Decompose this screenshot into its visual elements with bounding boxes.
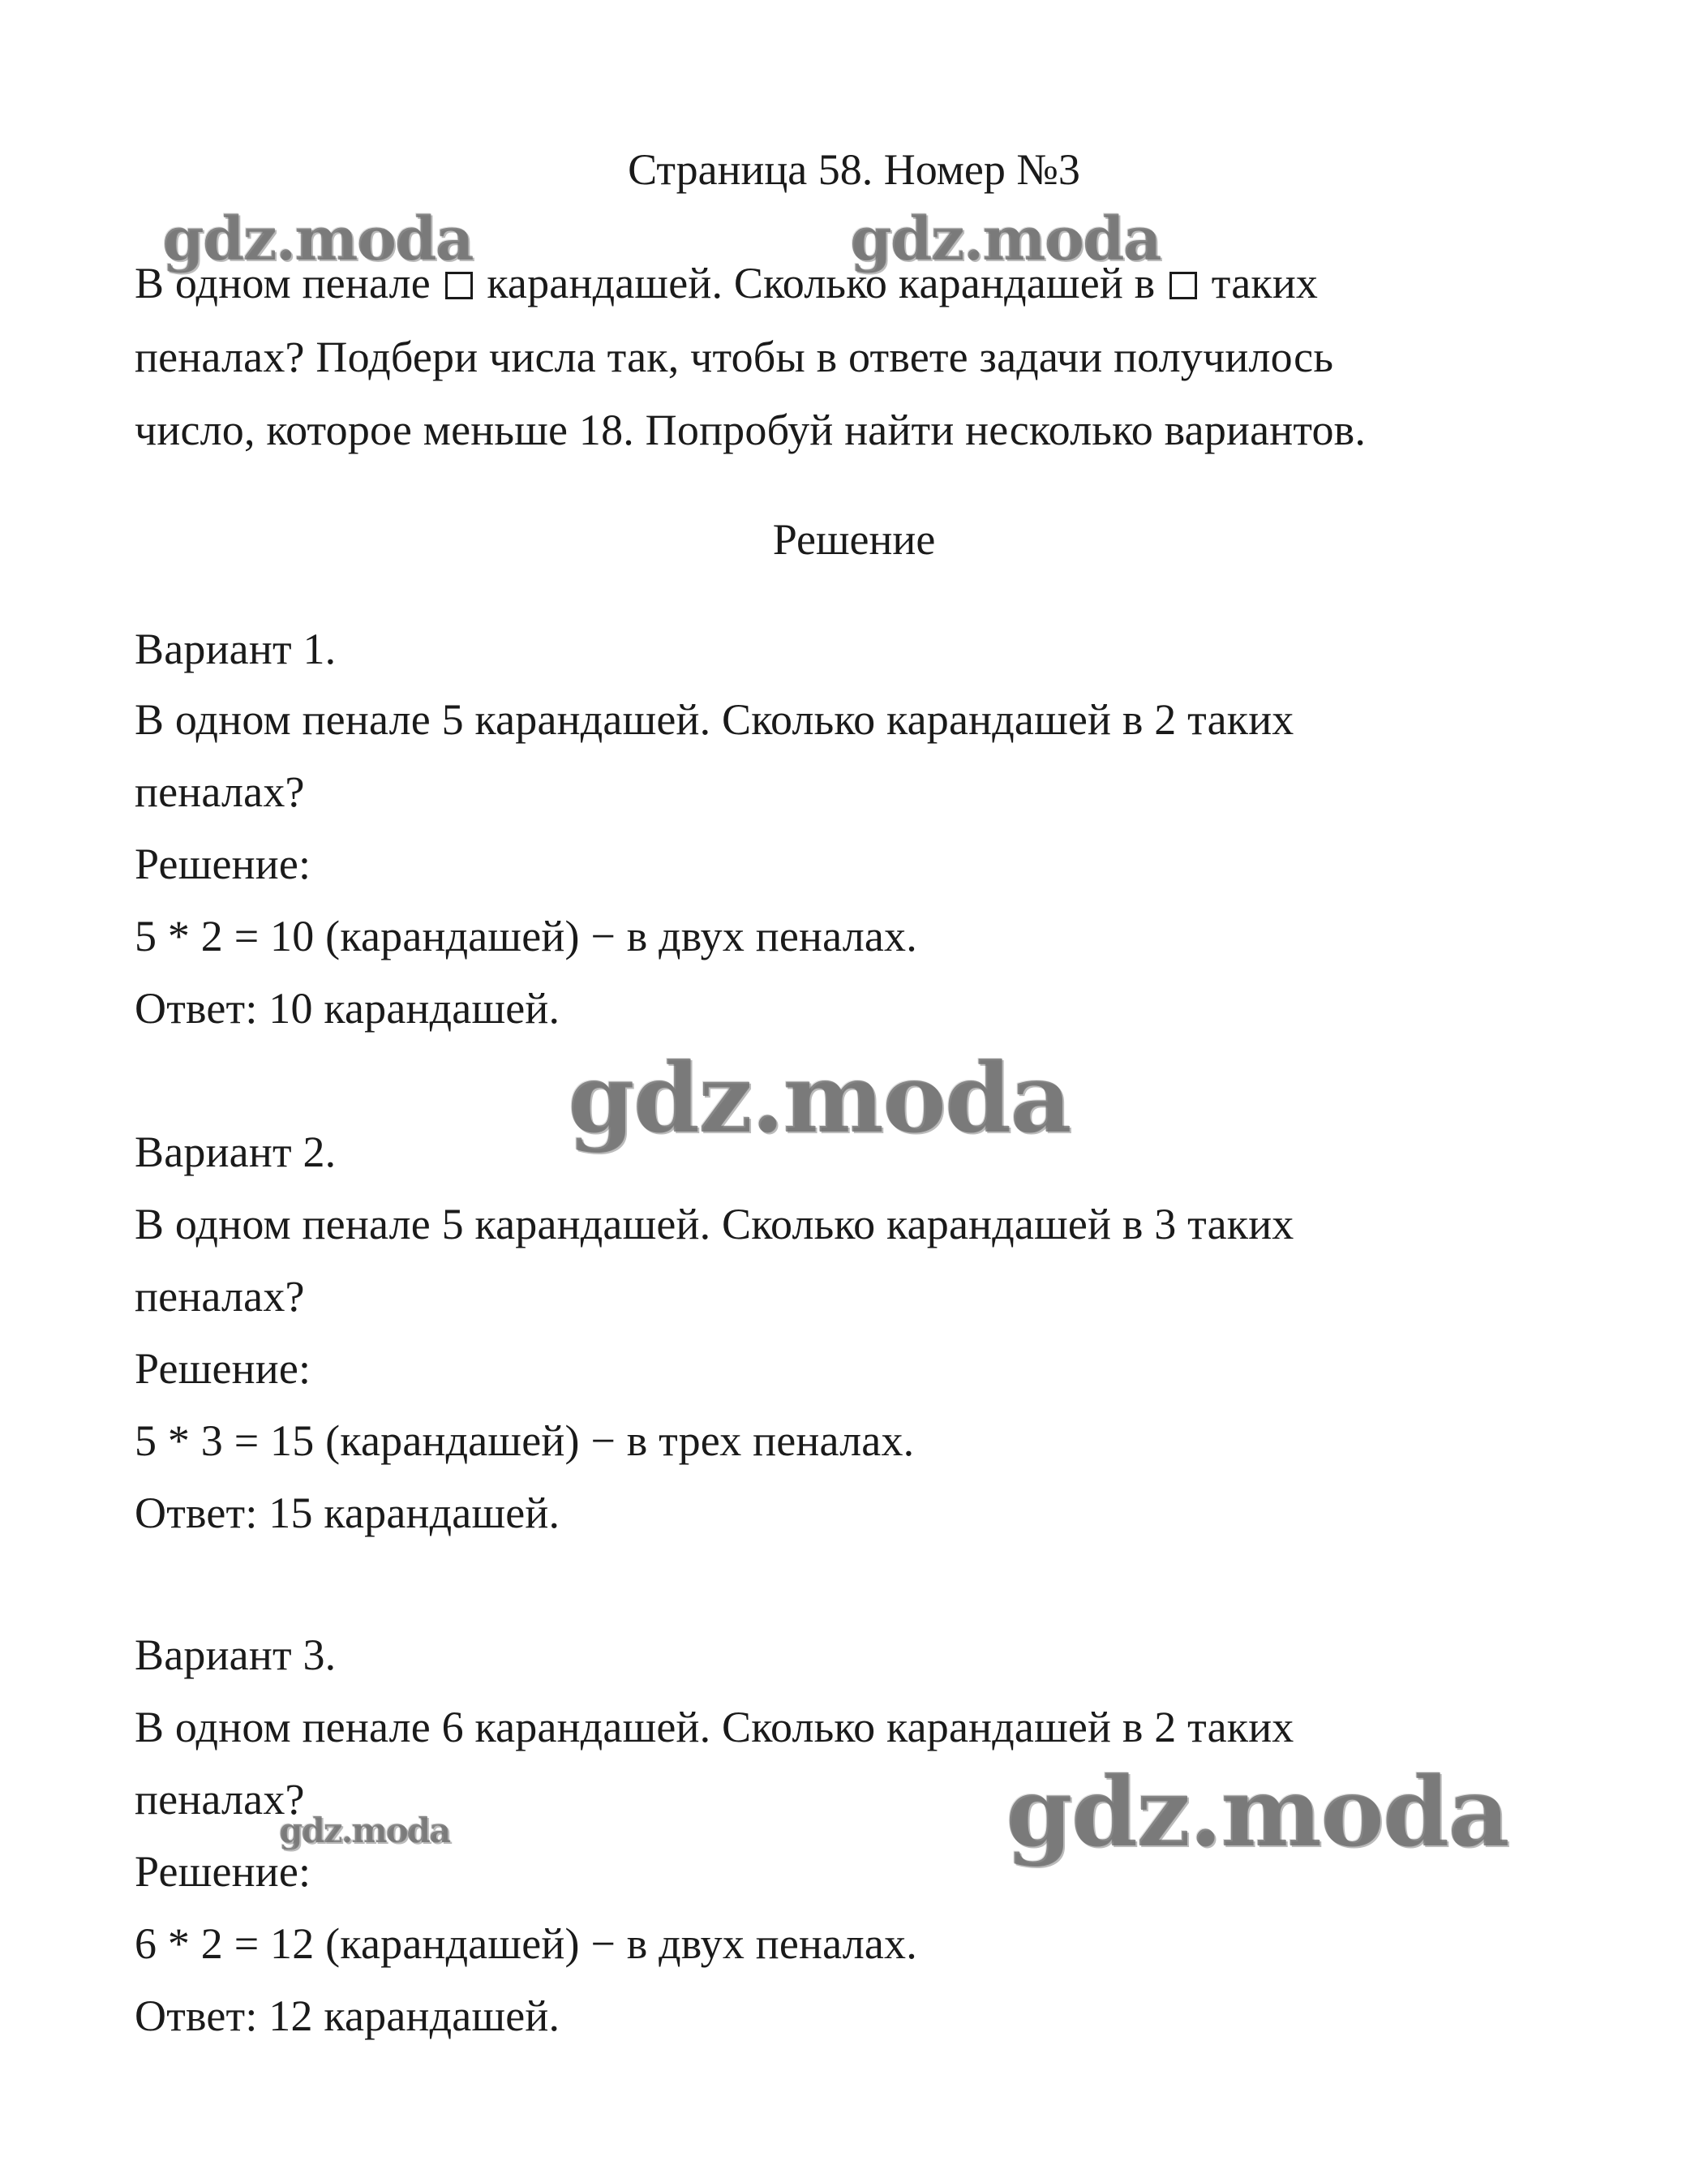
- variant-1-solution-label: Решение:: [135, 840, 311, 888]
- watermark: gdz.moda: [162, 204, 473, 274]
- task-line-1-part-b: карандашей. Сколько карандашей в: [487, 259, 1156, 307]
- task-line-1-part-a: В одном пенале: [135, 259, 431, 307]
- variant-2-calc: 5 * 3 = 15 (карандашей) − в трех пеналах.: [135, 1416, 915, 1465]
- variant-3-calc: 6 * 2 = 12 (карандашей) − в двух пеналах.: [135, 1919, 917, 1968]
- variant-3-question-line-2: пеналах?: [135, 1775, 305, 1824]
- task-line-1-part-c: таких: [1211, 259, 1319, 307]
- watermark: gdz.moda: [1006, 1755, 1508, 1868]
- page-title: Страница 58. Номер №3: [628, 145, 1080, 194]
- variant-1-question-line-2: пеналах?: [135, 767, 305, 816]
- variant-3-title: Вариант 3.: [135, 1630, 337, 1679]
- variant-1-calc: 5 * 2 = 10 (карандашей) − в двух пеналах.: [135, 912, 917, 960]
- variant-2-solution-label: Решение:: [135, 1344, 311, 1393]
- watermark: gdz.moda: [568, 1042, 1071, 1154]
- variant-2-question-line-2: пеналах?: [135, 1272, 305, 1321]
- variant-3-solution-label: Решение:: [135, 1847, 311, 1896]
- blank-box-icon: [1169, 272, 1197, 299]
- blank-box-icon: [445, 272, 473, 299]
- watermark: gdz.moda: [279, 1811, 450, 1850]
- variant-2-question-line-1: В одном пенале 5 карандашей. Сколько карандашей в 3 таких: [135, 1200, 1294, 1248]
- variant-2-answer: Ответ: 15 карандашей.: [135, 1489, 560, 1537]
- variant-2-title: Вариант 2.: [135, 1128, 337, 1176]
- variant-1-question-line-1: В одном пенале 5 карандашей. Сколько карандашей в 2 таких: [135, 695, 1294, 744]
- variant-1-title: Вариант 1.: [135, 625, 337, 673]
- variant-3-answer: Ответ: 12 карандашей.: [135, 1991, 560, 2040]
- watermark: gdz.moda: [850, 204, 1161, 274]
- variant-3-question-line-1: В одном пенале 6 карандашей. Сколько карандашей в 2 таких: [135, 1703, 1294, 1751]
- task-line-3: число, которое меньше 18. Попробуй найти несколько вариантов.: [135, 406, 1367, 454]
- variant-1-answer: Ответ: 10 карандашей.: [135, 984, 560, 1033]
- task-line-2: пеналах? Подбери числа так, чтобы в ответе задачи получилось: [135, 333, 1334, 381]
- solution-heading: Решение: [772, 515, 936, 564]
